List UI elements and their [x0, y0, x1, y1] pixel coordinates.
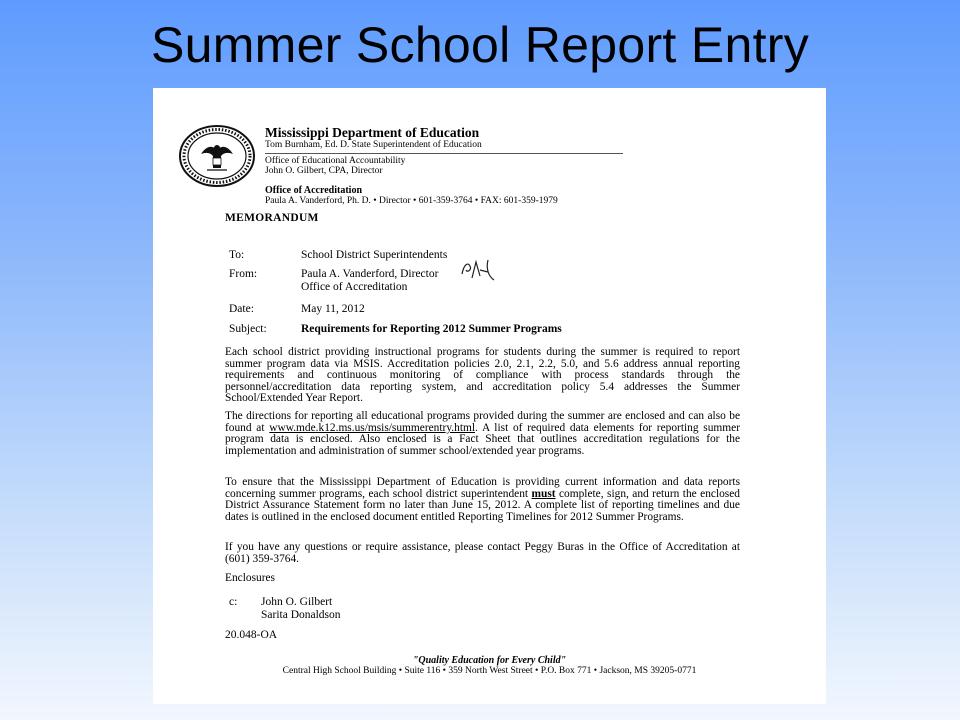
- paragraph-directions: [225, 411, 740, 457]
- from-value: [301, 268, 438, 294]
- date-value: May 11, 2012: [301, 303, 365, 315]
- paragraph-directions-text: The directions for reporting all educational programs provided during the summer are enclosed and can also be found at: [225, 410, 740, 434]
- handwritten-initials-icon: [458, 256, 498, 282]
- office-accreditation-contact: Paula A. Vanderford, Ph. D. • Director • 601-359-3764 • FAX: 601-359-1979: [265, 195, 558, 206]
- from-office: Office of Accreditation: [301, 281, 408, 293]
- organization-name: Mississippi Department of Education: [265, 125, 480, 140]
- footer-motto: "Quality Education for Every Child": [412, 655, 567, 666]
- letterhead-divider: [265, 153, 623, 154]
- cc-label: c:: [229, 596, 238, 608]
- paragraph-contact: If you have any questions or require assistance, please contact Peggy Buras in the Office of Accreditation at (601) 359-3764.: [225, 541, 740, 565]
- paragraph-assurance-text-end: complete, sign, and return the enclosed District Assurance Statement form no later than June 15, 2012. A complete list of reporting timelines and due dates is outlined in the enclosed document entitled Reporting Timelines for 2012 Summer Programs.: [225, 487, 740, 523]
- slide-title: Summer School Report Entry: [150, 17, 810, 73]
- state-seal-icon: [177, 124, 257, 188]
- paragraph-assurance: [225, 477, 740, 523]
- reference-code: 20.048-OA: [225, 629, 278, 641]
- office-accreditation: Office of Accreditation: [265, 184, 363, 196]
- to-label: To:: [229, 249, 245, 261]
- office-accountability: Office of Educational Accountability: [265, 155, 406, 166]
- cc-recipients: [261, 596, 341, 622]
- memo-heading: MEMORANDUM: [225, 212, 319, 224]
- summer-entry-link[interactable]: www.mde.k12.ms.us/msis/summerentry.html: [269, 421, 476, 434]
- cc-recipient: Sarita Donaldson: [261, 609, 341, 621]
- enclosures-label: Enclosures: [225, 572, 275, 584]
- must-emphasis: must: [531, 487, 556, 500]
- from-name: Paula A. Vanderford, Director: [301, 268, 439, 280]
- to-value: School District Superintendents: [301, 249, 448, 261]
- subject-value: Requirements for Reporting 2012 Summer Programs: [301, 323, 562, 335]
- memo-document: [153, 88, 826, 704]
- office-accountability-director: John O. Gilbert, CPA, Director: [265, 166, 383, 176]
- footer-address: Central High School Building • Suite 116 • 359 North West Street • P.O. Box 771 • Jackson, MS 39205-0771: [282, 666, 697, 676]
- paragraph-msis-reporting: Each school district providing instructional programs for students during the summer is required to report summer program data via MSIS. Accreditation policies 2.0, 2.1, 2.2, 5.0, and 5.6 address annual reporting requirements and continuous monitoring of compliance with process standards through the personnel/accreditation data reporting system, and accreditation policy 5.4 addresses the Summer School/Extended Year Report.: [225, 346, 740, 405]
- date-label: Date:: [229, 303, 254, 315]
- paragraph-directions-text-end: . A list of required data elements for reporting summer program data is enclosed. Also enclosed is a Fact Sheet that outlines accreditation regulations for the implementation and administration of summer school/extended year programs.: [225, 421, 740, 457]
- letterhead: [265, 126, 785, 206]
- cc-recipient: John O. Gilbert: [261, 596, 333, 608]
- subject-label: Subject:: [229, 323, 267, 335]
- paragraph-assurance-text: To ensure that the Mississippi Department of Education is providing current information and data reports concerning summer programs, each school district superintendent: [225, 476, 740, 500]
- from-label: From:: [229, 268, 258, 280]
- superintendent-line: Tom Burnham, Ed. D. State Superintendent of Education: [265, 140, 482, 150]
